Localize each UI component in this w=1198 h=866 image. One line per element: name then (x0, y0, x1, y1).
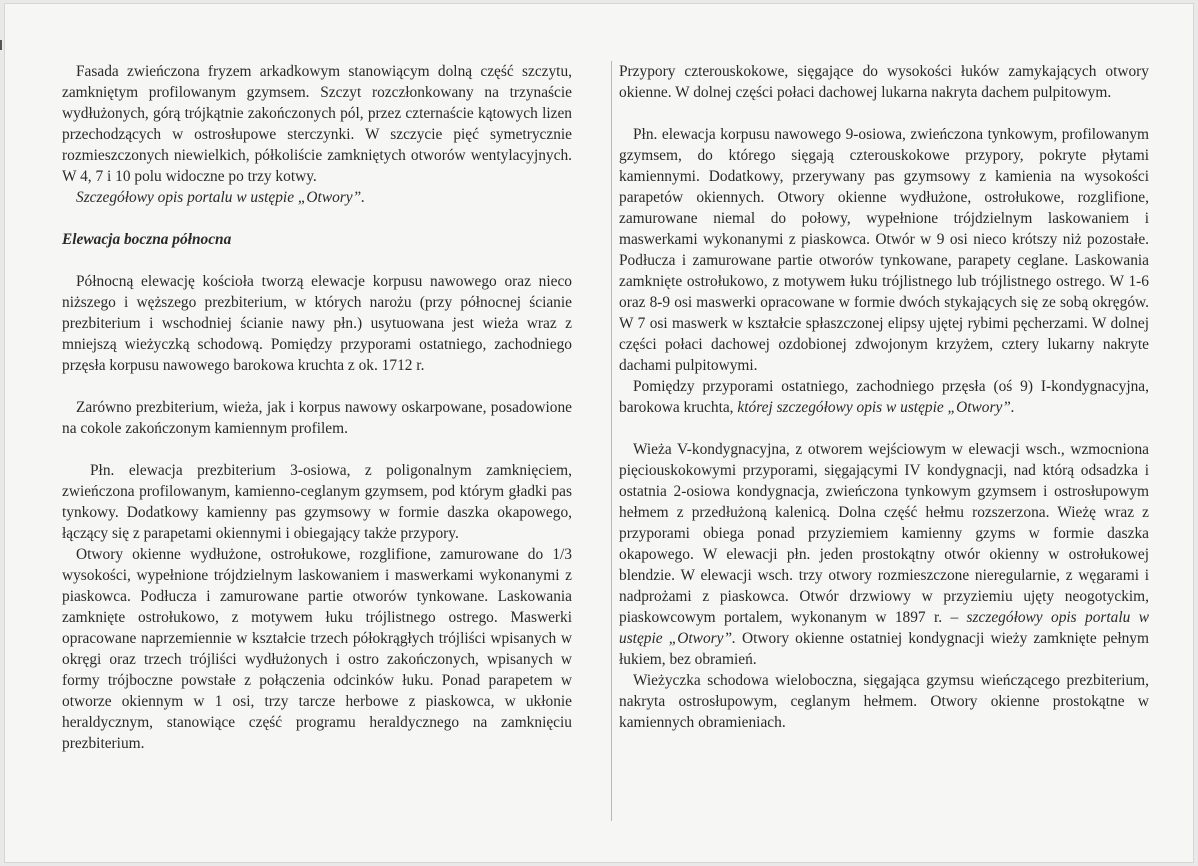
paragraph-tower (619, 439, 1149, 670)
left-column (62, 61, 572, 754)
tower-text-tail: Otwory okienne ostatniej kondygnacji wieży zamknięte pełnym łukiem, bez obramień. (619, 630, 1149, 668)
porch-reference: której szczegółowy opis w ustępie „Otwory”. (737, 399, 1015, 416)
paragraph-stair-turret: Wieżyczka schodowa wieloboczna, sięgająca gzymsu wieńczącego prezbiterium, nakryta ostrosłupowym, ceglanym hełmem. Otwory okienne prostokątne w kamiennych obramieniach. (619, 672, 1149, 731)
paragraph-presbytery-buttresses: Przypory czterouskokowe, sięgające do wysokości łuków zamykających otwory okienne. W dolnej części połaci dachowej lukarna nakryta dachem pulpitowym. (619, 63, 1149, 101)
paragraph-presbytery-elevation: Płn. elewacja prezbiterium 3-osiowa, z poligonalnym zamknięciem, zwieńczona profilowanym, kamienno-ceglanym gzymsem, pod którym gładki pas tynkowy. Dodatkowy kamienny pas gzymsowy w formie daszka okapowego, łączący się z parapetami okiennymi i obiegający także przypory. (62, 462, 572, 542)
paragraph-porch (619, 376, 1149, 418)
paragraph-presbytery-windows: Otwory okienne wydłużone, ostrołukowe, rozglifione, zamurowane do 1/3 wysokości, wypełnione trójdzielnym laskowaniem i maswerkami wykonanymi z piaskowca. Podłucza i zamurowane partie otworów tynkowane. Laskowania zamknięte ostrołukowo, z motywem łuku trójlistnego ostrego. Maswerki opracowane naprzemiennie w kształcie trzech półokrągłych trójliści wpisanych w okręgi oraz trzech trójliści wydłużonych i ostro zakończonych, wpisanych w formy trójboczne powstałe z połączenia odcinków łuku. Ponad parapetem w otworze okiennym w 1 osi, trzy tarcze herbowe z piaskowca, w ukłonie heraldycznym, stanowiące część programu heraldycznego na zamknięciu prezbiterium. (62, 546, 572, 752)
paragraph-nave-elevation: Płn. elewacja korpusu nawowego 9-osiowa, zwieńczona tynkowym, profilowanym gzymsem, do którego sięgają czterouskokowe przypory, pokryte płytami kamiennymi. Dodatkowy, przerywany pas gzymsowy z kamienia na wysokości parapetów okiennych. Otwory okienne wydłużone, ostrołukowe, rozglifione, zamurowane niemal do połowy, wypełnione trójdzielnym laskowaniem i maswerkami wykonanymi z piaskowca. Otwór w 9 osi nieco krótszy niż pozostałe. Podłucza i zamurowane partie otworów tynkowane, parapety ceglane. Laskowania zamknięte ostrołukowo, z motywem łuku trójlistnego lub trójlistnego ostrego. W 1-6 oraz 8-9 osi maswerki opracowane w formie dwóch stykających się ze sobą okręgów. W 7 osi maswerk w kształcie spłaszczonej elipsy ujętej rybimi pęcherzami. W dolnej części połaci dachowej ozdobionej zdwojonym krzyżem, cztery lukarny nakryte dachami pulpitowymi. (619, 126, 1149, 374)
tower-portal-reference: szczegółowy opis portalu w ustępie „Otwory”. (619, 609, 1149, 647)
paragraph-north-elevation: Północną elewację kościoła tworzą elewacje korpusu nawowego oraz nieco niższego i węższego prezbiterium, w których narożu (przy północnej ścianie prezbiterium i wschodniej ścianie nawy płn.) usytuowana jest wieża wraz z mniejszą wieżyczką schodową. Pomiędzy przyporami ostatniego, zachodniego przęsła korpusu nawowego barokowa kruchta z ok. 1712 r. (62, 273, 572, 374)
column-divider (611, 61, 612, 821)
porch-text: Pomiędzy przyporami ostatniego, zachodniego przęsła (oś 9) I-kondygnacyjna, barokowa kruchta, (619, 378, 1149, 416)
paragraph-buttresses-plinth: Zarówno prezbiterium, wieża, jak i korpus nawowy oskarpowane, posadowione na cokole zakończonym kamiennym profilem. (62, 399, 572, 437)
document-page (4, 3, 1194, 863)
paragraph-portal-reference: Szczegółowy opis portalu w ustępie „Otwory”. (76, 189, 366, 206)
tower-text: Wieża V-kondygnacyjna, z otworem wejściowym w elewacji wsch., wzmocniona pięciouskokowymi przyporami, sięgającymi IV kondygnacji, nad którą odsadzka i ostatnia 2-osiowa kondygnacja, zwieńczona tynkowym gzymsem i ostrosłupowym hełmem z przedłużoną kalenicą. Dolna część hełmu rozszerzona. Wieżę wraz z przyporami obiega ponad przyziemiem kamienny gzyms w formie daszka okapowego. W elewacji płn. jeden prostokątny otwór okienny w ostrołukowej blendzie. W elewacji wsch. trzy otwory rozmieszczone nieregularnie, z węgarami i nadprożami z piaskowca. Otwór drzwiowy w przyziemiu ujęty neogotyckim, piaskowcowym portalem, wykonanym w 1897 r. – (619, 441, 1149, 626)
section-heading-north-elevation: Elewacja boczna północna (62, 231, 232, 248)
scan-margin-mark (0, 40, 2, 50)
right-column (619, 61, 1149, 733)
paragraph-facade: Fasada zwieńczona fryzem arkadkowym stanowiącym dolną część szczytu, zamkniętym profilowanym gzymsem. Szczyt rozczłonkowany na trzynaście wydłużonych, górą trójkątnie zakończonych pól, przez czternaście kątowych lizen przechodzących w ostrosłupowe sterczynki. W szczycie pięć symetrycznie rozmieszczonych niewielkich, półkoliście zamkniętych otworów wentylacyjnych. W 4, 7 i 10 polu widoczne po trzy kotwy. (62, 63, 572, 185)
